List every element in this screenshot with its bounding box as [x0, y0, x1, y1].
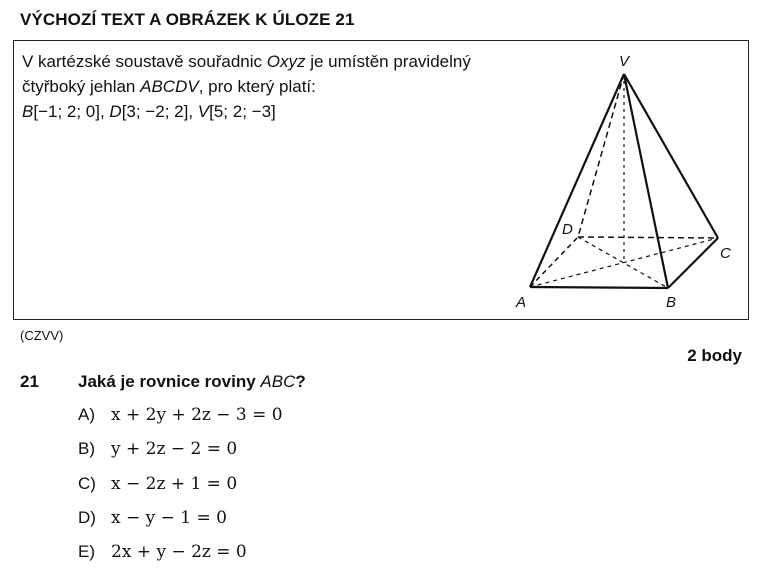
edge-ab — [530, 287, 668, 288]
diagonal-db — [578, 237, 668, 288]
option-letter: D) — [78, 508, 96, 527]
pyramid-figure — [500, 40, 750, 320]
point-b-label: B — [22, 102, 34, 121]
intro-text-part: , pro který platí: — [198, 77, 316, 96]
question-text — [78, 372, 306, 392]
edge-bc — [668, 238, 718, 288]
option-equation: y + 2z − 2 = 0 — [111, 439, 238, 459]
option-equation: x − 2z + 1 = 0 — [111, 474, 238, 494]
diagonal-ac — [530, 238, 718, 287]
edge-ad-hidden — [530, 237, 578, 287]
vertex-label-d: D — [562, 221, 573, 238]
edge-vb — [624, 74, 668, 288]
option-c[interactable] — [78, 474, 237, 494]
coordinate-system-name: Oxyz — [266, 52, 306, 71]
intro-line-2 — [22, 74, 502, 99]
edge-vc — [624, 74, 718, 238]
intro-line-1 — [22, 49, 502, 74]
option-letter: A) — [78, 405, 95, 424]
intro-line-3 — [22, 99, 502, 124]
edge-dc-hidden — [578, 237, 718, 238]
edge-vd-hidden — [578, 74, 624, 237]
vertex-label-c: C — [720, 245, 731, 262]
question-text-part: Jaká je rovnice roviny — [78, 372, 261, 391]
intro-text-part: čtyřboký jehlan — [22, 77, 141, 96]
option-equation: x − y − 1 = 0 — [111, 508, 227, 528]
intro-text — [22, 49, 502, 124]
vertex-label-b: B — [666, 294, 677, 311]
plane-name: ABC — [260, 372, 296, 391]
option-equation: x + 2y + 2z − 3 = 0 — [111, 405, 283, 425]
option-a[interactable] — [78, 405, 283, 425]
vertex-label-a: A — [516, 294, 527, 311]
intro-text-part: V kartézské soustavě souřadnic — [22, 52, 267, 71]
point-b-coords: [−1; 2; 0], — [33, 102, 110, 121]
point-d-label: D — [109, 102, 122, 121]
pyramid-name: ABCDV — [140, 77, 199, 96]
edge-va — [530, 74, 624, 287]
section-heading: VÝCHOZÍ TEXT A OBRÁZEK K ÚLOZE 21 — [20, 10, 355, 29]
option-letter: C) — [78, 474, 96, 493]
question-number: 21 — [20, 372, 39, 391]
source-note: (CZVV) — [20, 328, 64, 343]
intro-text-part: je umístěn pravidelný — [305, 52, 471, 71]
point-v-label: V — [197, 102, 210, 121]
option-letter: E) — [78, 542, 95, 561]
option-b[interactable] — [78, 439, 237, 459]
option-equation: 2x + y − 2z = 0 — [111, 542, 247, 562]
vertex-label-v: V — [619, 53, 630, 70]
question-text-part: ? — [295, 372, 306, 391]
option-letter: B) — [78, 439, 95, 458]
option-d[interactable] — [78, 508, 227, 528]
point-d-coords: [3; −2; 2], — [121, 102, 198, 121]
option-e[interactable] — [78, 542, 247, 562]
points-value: 2 body — [687, 346, 742, 365]
point-v-coords: [5; 2; −3] — [209, 102, 276, 121]
